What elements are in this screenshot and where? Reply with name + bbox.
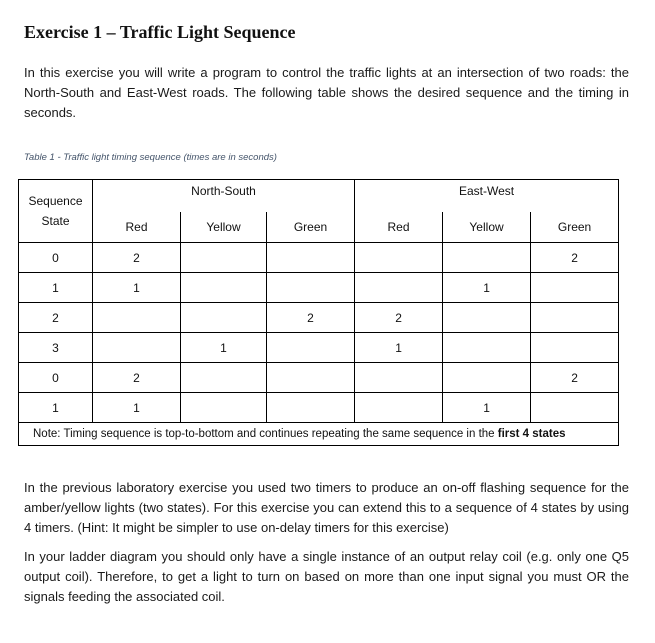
sequence-state-cell: 2	[19, 303, 93, 333]
timing-cell: 2	[93, 363, 181, 393]
timing-cell: 2	[531, 363, 619, 393]
timing-cell	[181, 363, 267, 393]
timing-cell: 1	[181, 333, 267, 363]
table-row	[19, 243, 619, 273]
column-header-ns-red: Red	[93, 212, 181, 243]
table-row	[19, 303, 619, 333]
sequence-state-cell: 0	[19, 243, 93, 273]
timing-cell	[93, 333, 181, 363]
sequence-state-header	[19, 180, 93, 243]
timing-cell	[181, 243, 267, 273]
timing-cell	[531, 273, 619, 303]
timing-cell	[93, 303, 181, 333]
page-title: Exercise 1 – Traffic Light Sequence	[24, 22, 296, 42]
paragraph-ladder-diagram: In your ladder diagram you should only have a single instance of an output relay coil (e.g. only one Q5 output coil). Therefore, to get a light to turn on based on more than one input signal you must OR the signals feeding the associated coil.	[24, 549, 629, 604]
table-note-bold: first 4 states	[497, 428, 566, 440]
sequence-header-line1: Sequence	[28, 194, 83, 208]
column-header-ew-green: Green	[531, 212, 619, 243]
sequence-state-cell: 1	[19, 273, 93, 303]
column-header-ns-yellow: Yellow	[181, 212, 267, 243]
sequence-header-line2: State	[41, 214, 70, 228]
timing-cell	[267, 333, 355, 363]
timing-cell	[531, 333, 619, 363]
table-row	[19, 273, 619, 303]
sequence-state-cell: 0	[19, 363, 93, 393]
table-caption: Table 1 - Traffic light timing sequence (times are in seconds)	[24, 152, 277, 163]
timing-cell	[531, 393, 619, 423]
group-header-north-south: North-South	[93, 180, 355, 213]
timing-cell: 1	[93, 393, 181, 423]
timing-cell	[531, 303, 619, 333]
timing-cell	[443, 243, 531, 273]
timing-cell	[443, 363, 531, 393]
column-header-ew-red: Red	[355, 212, 443, 243]
timing-cell: 2	[267, 303, 355, 333]
timing-table-body	[19, 243, 619, 423]
timing-cell	[443, 303, 531, 333]
group-header-east-west: East-West	[355, 180, 619, 213]
paragraph-previous-exercise: In the previous laboratory exercise you used two timers to produce an on-off flashing sequence for the amber/yellow lights (two states). For this exercise you can extend this to a sequence of 4 states by using 4 timers. (Hint: It might be simpler to use on-delay timers for this exercise)	[24, 480, 629, 535]
timing-cell	[355, 393, 443, 423]
column-header-ns-green: Green	[267, 212, 355, 243]
timing-cell	[443, 333, 531, 363]
timing-cell: 1	[355, 333, 443, 363]
intro-paragraph: In this exercise you will write a program to control the traffic lights at an intersection of two roads: the North-South and East-West roads. The following table shows the desired sequence and the timing in seconds.	[24, 65, 629, 120]
timing-table	[18, 179, 619, 446]
sequence-state-cell: 1	[19, 393, 93, 423]
timing-cell: 2	[93, 243, 181, 273]
timing-cell	[181, 393, 267, 423]
timing-cell	[355, 273, 443, 303]
timing-cell	[355, 363, 443, 393]
timing-cell	[267, 273, 355, 303]
timing-cell	[181, 273, 267, 303]
timing-cell	[267, 243, 355, 273]
timing-cell: 1	[93, 273, 181, 303]
timing-cell	[267, 363, 355, 393]
table-note	[19, 423, 619, 446]
table-row	[19, 363, 619, 393]
timing-cell	[267, 393, 355, 423]
timing-cell	[355, 243, 443, 273]
table-note-text: Note: Timing sequence is top-to-bottom and continues repeating the same sequence in the	[33, 428, 498, 440]
column-header-ew-yellow: Yellow	[443, 212, 531, 243]
table-row	[19, 393, 619, 423]
timing-cell: 1	[443, 273, 531, 303]
timing-cell: 2	[531, 243, 619, 273]
timing-cell: 1	[443, 393, 531, 423]
table-row	[19, 333, 619, 363]
timing-cell	[181, 303, 267, 333]
sequence-state-cell: 3	[19, 333, 93, 363]
timing-cell: 2	[355, 303, 443, 333]
